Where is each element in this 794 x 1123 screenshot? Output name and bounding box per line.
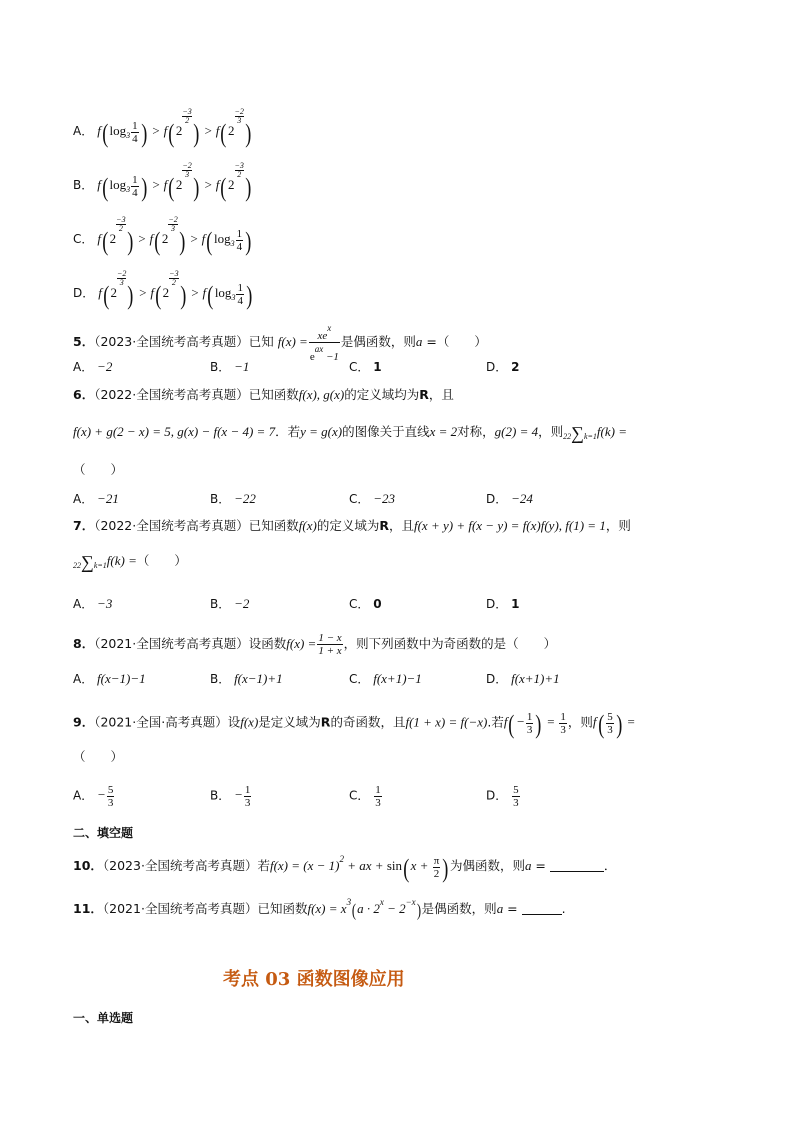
question-7: 7．（2022·全国统考高考真题）已知函数f(x)的定义域为R，且f(x + y) + f(x − y) = f(x)f(y), f(1) = 1，则 [73, 518, 631, 533]
topic-heading: 考点 03 函数图像应用 [223, 969, 405, 990]
section-fill-blank: 二、填空题 [73, 826, 134, 840]
option-c-prev: C． f(2 $\frac{-3}{2}$ ) > f(2 $\frac{-2}{3}$ ) > $f(\log_3$ $\frac{1}{4}$ ) [73, 215, 252, 256]
q9-paren: （ ） [73, 749, 124, 764]
section-single-choice: 一、单选题 [73, 1011, 134, 1025]
answer-blank[interactable] [550, 871, 604, 872]
option-label: C． [73, 232, 94, 246]
question-9: 9．（2021·全国·高考真题）设f(x)是定义域为R的奇函数，且f(1 + x) = f(−x).若f(− $\frac{1}{3}$ ) = $\frac{1}{3}$ ，则f( $\frac{5}{3}$ ) = [73, 710, 636, 740]
option-a-prev: A． $f(\log_3$ $\frac{1}{4}$ ) > f(2 $\frac{-3}{2}$ ) > f(2 $\frac{-2}{3}$ ) [73, 107, 252, 148]
option-d-prev: D． f(2 $\frac{-2}{3}$ ) > f(2 $\frac{-3}{2}$ ) > $f(\log_3$ $\frac{1}{4}$ ) [73, 269, 253, 310]
q6-paren: （ ） [73, 462, 124, 477]
answer-blank[interactable] [522, 914, 562, 915]
option-label: A． [73, 124, 94, 138]
question-6: 6．（2022·全国统考高考真题）已知函数f(x), g(x)的定义域均为R，且 [73, 387, 454, 402]
question-5: 5．（2023·全国统考高考真题）已知 f(x) = $xe^x$ $e^{ax} -1$ 是偶函数，则a =（ ） [73, 323, 487, 363]
option-label: D． [73, 286, 95, 300]
question-6-line2: f(x) + g(2 − x) = 5, g(x) − f(x − 4) = 7．若y = g(x)的图像关于直线x = 2对称，g(2) = 4，则22∑k=1f(k) = [73, 422, 627, 443]
question-11: 11．（2021·全国统考高考真题）已知函数$f(x) = x^3(a \cdot 2^x - 2^{-x})$是偶函数，则a = . [73, 897, 566, 920]
option-b-prev: B． $f(\log_3$ $\frac{1}{4}$ ) > f(2 $\frac{-2}{3}$ ) > f(2 $\frac{-3}{2}$ ) [73, 161, 252, 202]
question-8: 8．（2021·全国统考高考真题）设函数f(x) = $\frac{1 - x}{1 + x}$ ，则下列函数中为奇函数的是（ ） [73, 632, 557, 657]
question-10: 10．（2023·全国统考高考真题）若$f(x) = (x - 1)^2$ + ax + sin(x + $\frac{\pi}{2}$ )为偶函数，则a = ． [73, 854, 617, 883]
option-label: B． [73, 178, 94, 192]
question-7-line2: 22∑k=1f(k) =（ ） [73, 551, 187, 572]
